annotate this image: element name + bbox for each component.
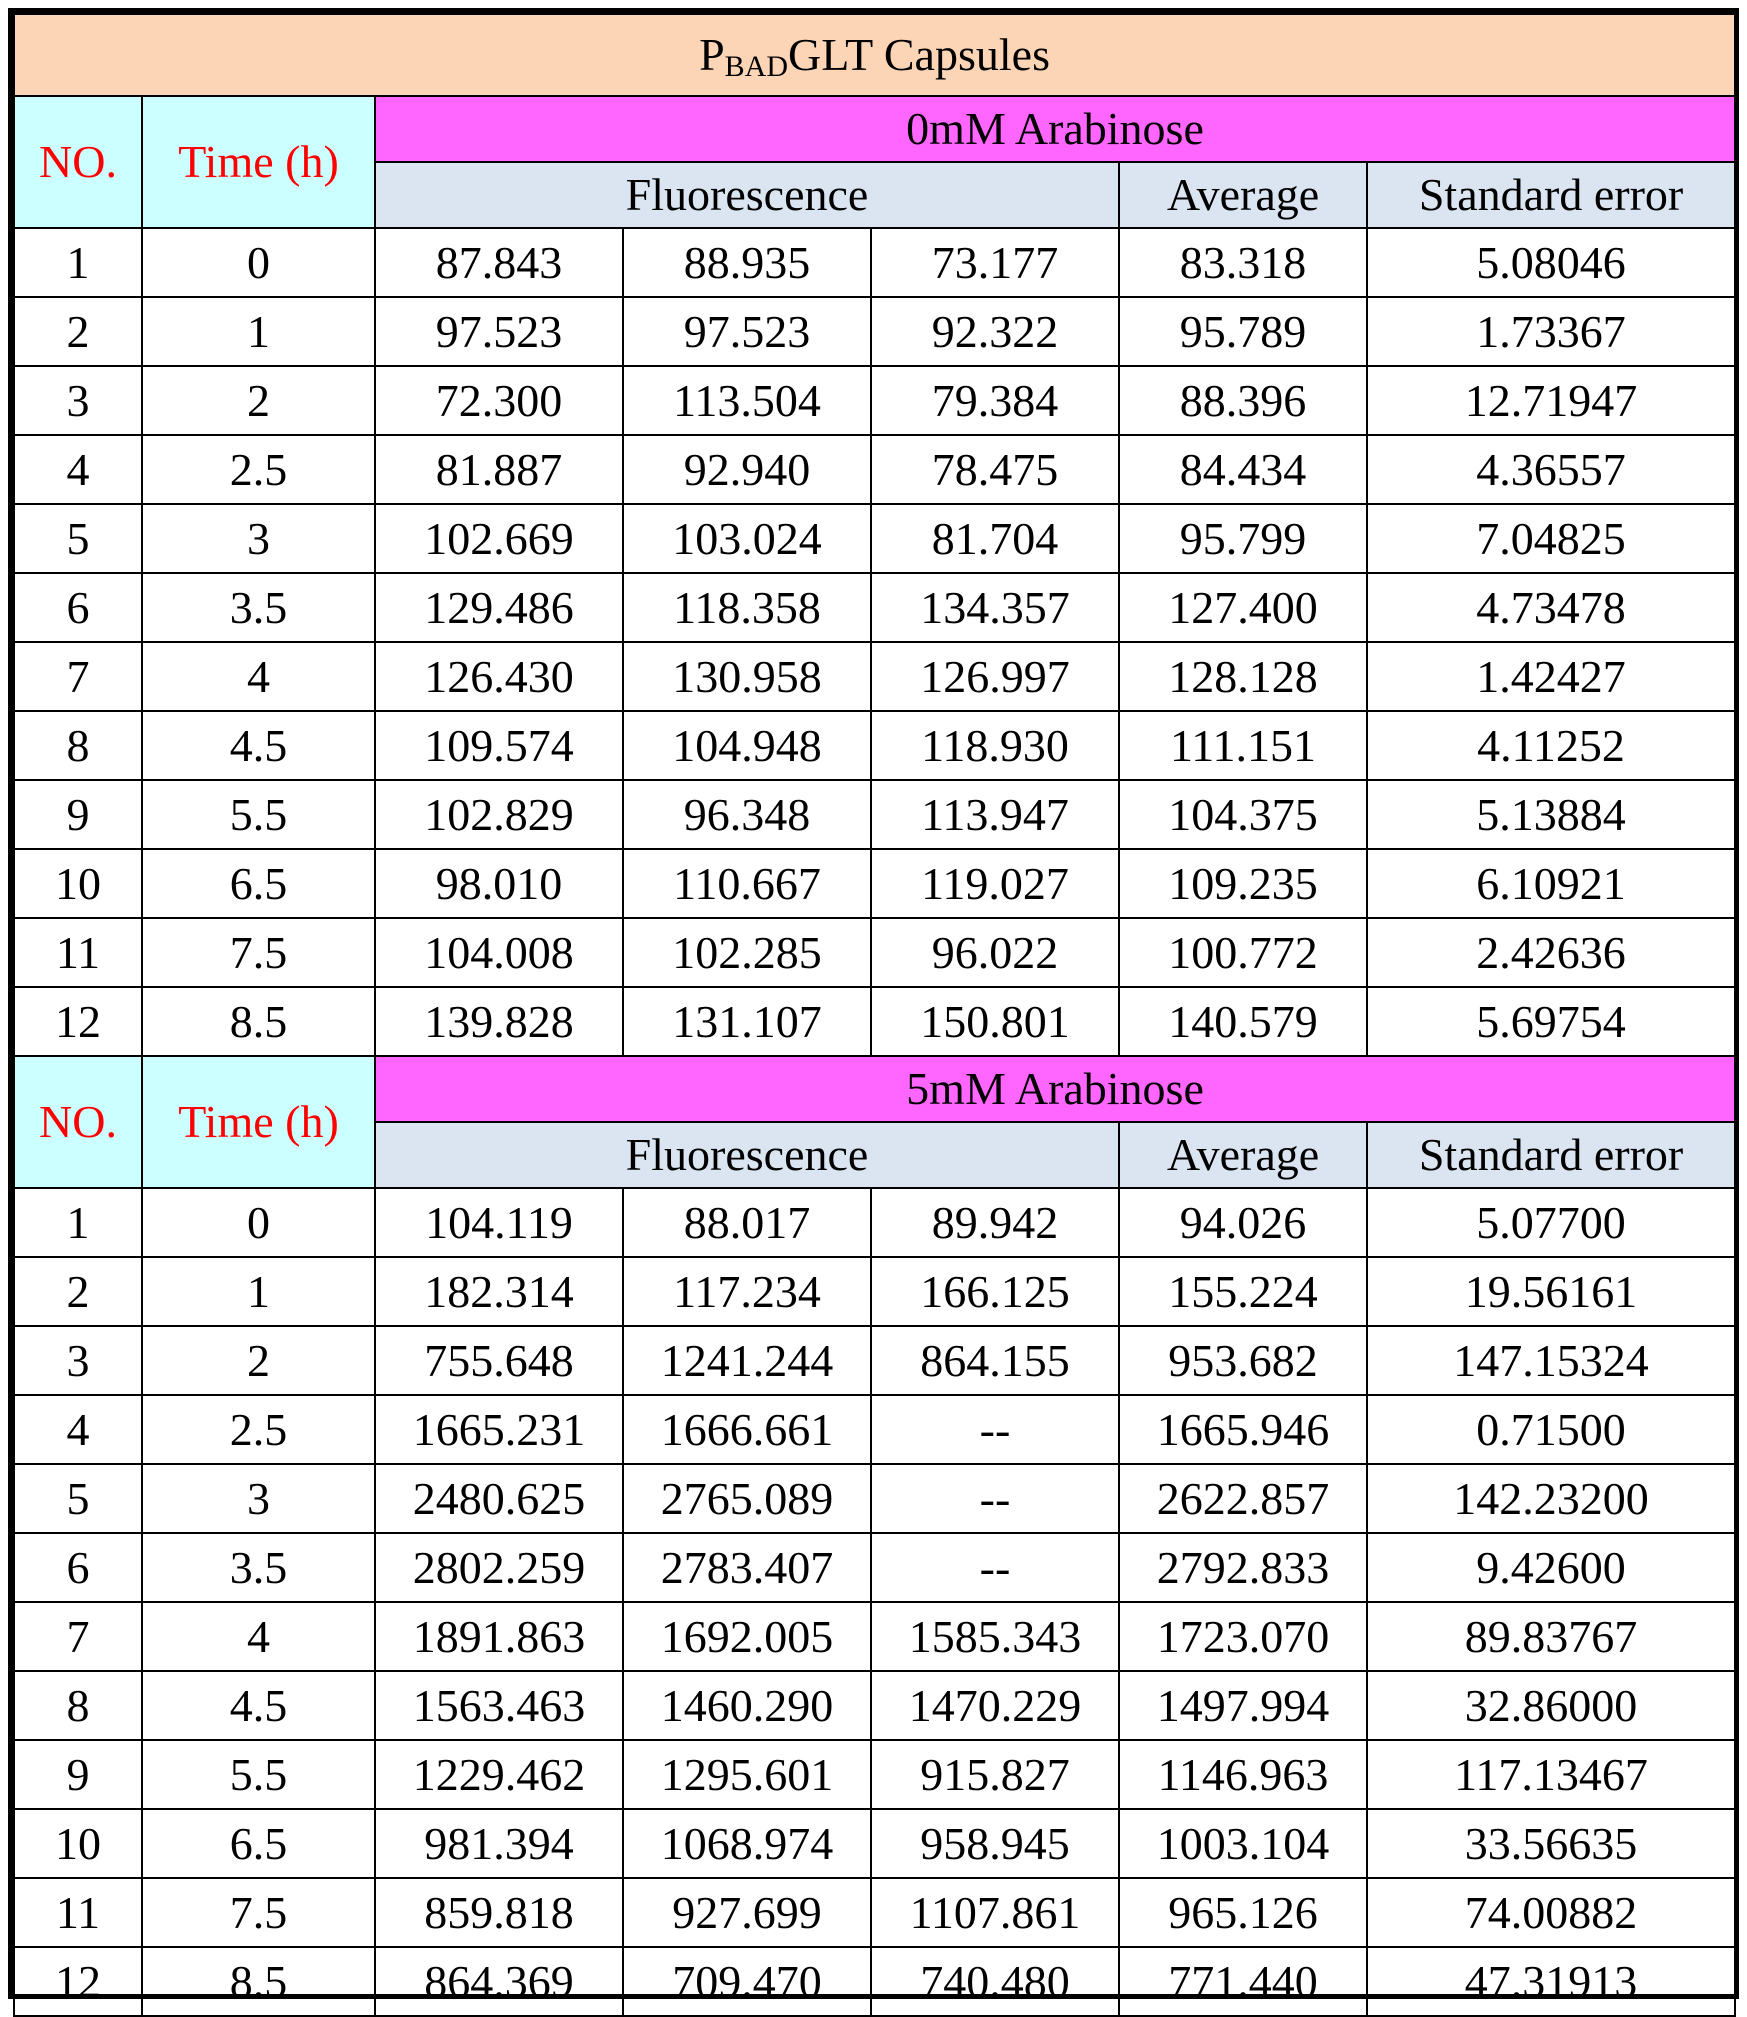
table-row bbox=[14, 297, 1735, 366]
cell-time: 5.5 bbox=[142, 780, 375, 849]
cell-fluorescence-3: 81.704 bbox=[871, 504, 1119, 573]
cell-standard-error: 4.11252 bbox=[1367, 711, 1735, 780]
cell-fluorescence-3: 1470.229 bbox=[871, 1671, 1119, 1740]
cell-average: 128.128 bbox=[1119, 642, 1367, 711]
cell-standard-error: 5.08046 bbox=[1367, 228, 1735, 297]
column-header-average: Average bbox=[1119, 162, 1367, 228]
cell-fluorescence-3: -- bbox=[871, 1533, 1119, 1602]
cell-average: 1146.963 bbox=[1119, 1740, 1367, 1809]
cell-fluorescence-1: 755.648 bbox=[375, 1326, 623, 1395]
cell-fluorescence-2: 927.699 bbox=[623, 1878, 871, 1947]
cell-standard-error: 32.86000 bbox=[1367, 1671, 1735, 1740]
cell-time: 7.5 bbox=[142, 918, 375, 987]
cell-no: 4 bbox=[14, 1395, 142, 1464]
cell-fluorescence-1: 104.119 bbox=[375, 1188, 623, 1257]
cell-fluorescence-3: 864.155 bbox=[871, 1326, 1119, 1395]
cell-fluorescence-2: 104.948 bbox=[623, 711, 871, 780]
cell-time: 8.5 bbox=[142, 987, 375, 1056]
cell-fluorescence-3: 740.480 bbox=[871, 1947, 1119, 2016]
table-row bbox=[14, 780, 1735, 849]
table-row bbox=[14, 1464, 1735, 1533]
condition-header: 5mM Arabinose bbox=[375, 1056, 1735, 1122]
cell-average: 100.772 bbox=[1119, 918, 1367, 987]
cell-fluorescence-2: 130.958 bbox=[623, 642, 871, 711]
cell-fluorescence-3: 958.945 bbox=[871, 1809, 1119, 1878]
cell-average: 83.318 bbox=[1119, 228, 1367, 297]
cell-fluorescence-3: 79.384 bbox=[871, 366, 1119, 435]
cell-standard-error: 2.42636 bbox=[1367, 918, 1735, 987]
cell-fluorescence-2: 88.935 bbox=[623, 228, 871, 297]
cell-time: 6.5 bbox=[142, 849, 375, 918]
cell-time: 6.5 bbox=[142, 1809, 375, 1878]
cell-standard-error: 4.73478 bbox=[1367, 573, 1735, 642]
cell-fluorescence-1: 72.300 bbox=[375, 366, 623, 435]
cell-time: 2 bbox=[142, 1326, 375, 1395]
cell-fluorescence-3: 78.475 bbox=[871, 435, 1119, 504]
table-row bbox=[14, 642, 1735, 711]
table-row bbox=[14, 1740, 1735, 1809]
cell-fluorescence-2: 96.348 bbox=[623, 780, 871, 849]
cell-standard-error: 147.15324 bbox=[1367, 1326, 1735, 1395]
cell-fluorescence-3: 1107.861 bbox=[871, 1878, 1119, 1947]
cell-no: 4 bbox=[14, 435, 142, 504]
data-table-frame bbox=[8, 8, 1739, 2007]
cell-fluorescence-1: 139.828 bbox=[375, 987, 623, 1056]
cell-average: 965.126 bbox=[1119, 1878, 1367, 1947]
cell-time: 4 bbox=[142, 1602, 375, 1671]
cell-standard-error: 1.73367 bbox=[1367, 297, 1735, 366]
column-header-no: NO. bbox=[14, 96, 142, 228]
cell-no: 9 bbox=[14, 780, 142, 849]
cell-fluorescence-1: 98.010 bbox=[375, 849, 623, 918]
cell-average: 84.434 bbox=[1119, 435, 1367, 504]
cell-time: 4.5 bbox=[142, 1671, 375, 1740]
cell-fluorescence-2: 88.017 bbox=[623, 1188, 871, 1257]
cell-fluorescence-3: 96.022 bbox=[871, 918, 1119, 987]
cell-average: 2792.833 bbox=[1119, 1533, 1367, 1602]
cell-fluorescence-3: -- bbox=[871, 1464, 1119, 1533]
section-header-row bbox=[14, 1056, 1735, 1122]
cell-fluorescence-3: 89.942 bbox=[871, 1188, 1119, 1257]
cell-fluorescence-3: -- bbox=[871, 1395, 1119, 1464]
cell-standard-error: 5.13884 bbox=[1367, 780, 1735, 849]
condition-header: 0mM Arabinose bbox=[375, 96, 1735, 162]
cell-fluorescence-2: 110.667 bbox=[623, 849, 871, 918]
column-header-fluorescence: Fluorescence bbox=[375, 1122, 1119, 1188]
cell-fluorescence-2: 103.024 bbox=[623, 504, 871, 573]
cell-fluorescence-2: 1460.290 bbox=[623, 1671, 871, 1740]
column-header-fluorescence: Fluorescence bbox=[375, 162, 1119, 228]
cell-fluorescence-1: 102.829 bbox=[375, 780, 623, 849]
title-rest: GLT Capsules bbox=[788, 29, 1050, 80]
cell-fluorescence-1: 129.486 bbox=[375, 573, 623, 642]
column-header-standard-error: Standard error bbox=[1367, 1122, 1735, 1188]
table-row bbox=[14, 1395, 1735, 1464]
cell-standard-error: 89.83767 bbox=[1367, 1602, 1735, 1671]
cell-time: 7.5 bbox=[142, 1878, 375, 1947]
cell-standard-error: 5.69754 bbox=[1367, 987, 1735, 1056]
cell-average: 1003.104 bbox=[1119, 1809, 1367, 1878]
table-row bbox=[14, 1671, 1735, 1740]
cell-fluorescence-3: 1585.343 bbox=[871, 1602, 1119, 1671]
cell-no: 8 bbox=[14, 1671, 142, 1740]
cell-standard-error: 12.71947 bbox=[1367, 366, 1735, 435]
cell-fluorescence-1: 1229.462 bbox=[375, 1740, 623, 1809]
cell-fluorescence-2: 131.107 bbox=[623, 987, 871, 1056]
cell-average: 109.235 bbox=[1119, 849, 1367, 918]
cell-standard-error: 7.04825 bbox=[1367, 504, 1735, 573]
cell-fluorescence-1: 182.314 bbox=[375, 1257, 623, 1326]
table-row bbox=[14, 918, 1735, 987]
cell-time: 2 bbox=[142, 366, 375, 435]
cell-fluorescence-2: 2783.407 bbox=[623, 1533, 871, 1602]
column-header-average: Average bbox=[1119, 1122, 1367, 1188]
cell-no: 12 bbox=[14, 987, 142, 1056]
cell-fluorescence-1: 126.430 bbox=[375, 642, 623, 711]
cell-average: 127.400 bbox=[1119, 573, 1367, 642]
cell-time: 3.5 bbox=[142, 1533, 375, 1602]
cell-fluorescence-1: 2480.625 bbox=[375, 1464, 623, 1533]
cell-standard-error: 9.42600 bbox=[1367, 1533, 1735, 1602]
column-header-no: NO. bbox=[14, 1056, 142, 1188]
cell-standard-error: 4.36557 bbox=[1367, 435, 1735, 504]
cell-no: 7 bbox=[14, 1602, 142, 1671]
cell-fluorescence-3: 134.357 bbox=[871, 573, 1119, 642]
cell-average: 1723.070 bbox=[1119, 1602, 1367, 1671]
cell-fluorescence-1: 981.394 bbox=[375, 1809, 623, 1878]
cell-no: 10 bbox=[14, 1809, 142, 1878]
cell-time: 4.5 bbox=[142, 711, 375, 780]
cell-time: 3.5 bbox=[142, 573, 375, 642]
table-row bbox=[14, 1947, 1735, 2016]
title-main: P bbox=[699, 29, 725, 80]
cell-standard-error: 33.56635 bbox=[1367, 1809, 1735, 1878]
cell-time: 8.5 bbox=[142, 1947, 375, 2016]
cell-no: 12 bbox=[14, 1947, 142, 2016]
cell-no: 3 bbox=[14, 1326, 142, 1395]
cell-fluorescence-1: 1891.863 bbox=[375, 1602, 623, 1671]
cell-fluorescence-1: 2802.259 bbox=[375, 1533, 623, 1602]
cell-fluorescence-2: 1295.601 bbox=[623, 1740, 871, 1809]
cell-time: 1 bbox=[142, 297, 375, 366]
cell-average: 1497.994 bbox=[1119, 1671, 1367, 1740]
cell-time: 5.5 bbox=[142, 1740, 375, 1809]
cell-fluorescence-3: 150.801 bbox=[871, 987, 1119, 1056]
table-row bbox=[14, 504, 1735, 573]
cell-time: 0 bbox=[142, 1188, 375, 1257]
cell-average: 95.789 bbox=[1119, 297, 1367, 366]
cell-no: 6 bbox=[14, 573, 142, 642]
table-title bbox=[14, 14, 1735, 96]
cell-average: 94.026 bbox=[1119, 1188, 1367, 1257]
cell-average: 155.224 bbox=[1119, 1257, 1367, 1326]
cell-no: 1 bbox=[14, 1188, 142, 1257]
table-row bbox=[14, 1326, 1735, 1395]
cell-average: 104.375 bbox=[1119, 780, 1367, 849]
cell-fluorescence-3: 73.177 bbox=[871, 228, 1119, 297]
cell-standard-error: 6.10921 bbox=[1367, 849, 1735, 918]
cell-standard-error: 1.42427 bbox=[1367, 642, 1735, 711]
cell-fluorescence-1: 1665.231 bbox=[375, 1395, 623, 1464]
cell-average: 111.151 bbox=[1119, 711, 1367, 780]
cell-time: 4 bbox=[142, 642, 375, 711]
title-row bbox=[14, 14, 1735, 96]
cell-fluorescence-1: 97.523 bbox=[375, 297, 623, 366]
cell-fluorescence-1: 859.818 bbox=[375, 1878, 623, 1947]
cell-no: 8 bbox=[14, 711, 142, 780]
cell-fluorescence-2: 118.358 bbox=[623, 573, 871, 642]
cell-fluorescence-3: 915.827 bbox=[871, 1740, 1119, 1809]
table-row bbox=[14, 849, 1735, 918]
cell-fluorescence-1: 109.574 bbox=[375, 711, 623, 780]
cell-time: 2.5 bbox=[142, 435, 375, 504]
cell-fluorescence-1: 1563.463 bbox=[375, 1671, 623, 1740]
cell-average: 771.440 bbox=[1119, 1947, 1367, 2016]
cell-no: 2 bbox=[14, 297, 142, 366]
table-row bbox=[14, 1602, 1735, 1671]
column-header-time: Time (h) bbox=[142, 1056, 375, 1188]
column-header-standard-error: Standard error bbox=[1367, 162, 1735, 228]
cell-fluorescence-1: 864.369 bbox=[375, 1947, 623, 2016]
table-row bbox=[14, 435, 1735, 504]
cell-average: 95.799 bbox=[1119, 504, 1367, 573]
cell-fluorescence-2: 1692.005 bbox=[623, 1602, 871, 1671]
column-header-time: Time (h) bbox=[142, 96, 375, 228]
cell-fluorescence-3: 118.930 bbox=[871, 711, 1119, 780]
table-row bbox=[14, 1809, 1735, 1878]
table-row bbox=[14, 711, 1735, 780]
cell-fluorescence-2: 1666.661 bbox=[623, 1395, 871, 1464]
cell-no: 1 bbox=[14, 228, 142, 297]
cell-fluorescence-2: 709.470 bbox=[623, 1947, 871, 2016]
cell-fluorescence-3: 119.027 bbox=[871, 849, 1119, 918]
cell-fluorescence-1: 102.669 bbox=[375, 504, 623, 573]
cell-no: 3 bbox=[14, 366, 142, 435]
cell-average: 953.682 bbox=[1119, 1326, 1367, 1395]
cell-no: 7 bbox=[14, 642, 142, 711]
cell-standard-error: 5.07700 bbox=[1367, 1188, 1735, 1257]
cell-no: 9 bbox=[14, 1740, 142, 1809]
cell-average: 2622.857 bbox=[1119, 1464, 1367, 1533]
title-subscript: BAD bbox=[724, 50, 789, 83]
table-row bbox=[14, 1533, 1735, 1602]
cell-fluorescence-2: 92.940 bbox=[623, 435, 871, 504]
cell-fluorescence-1: 87.843 bbox=[375, 228, 623, 297]
cell-standard-error: 74.00882 bbox=[1367, 1878, 1735, 1947]
cell-fluorescence-2: 1241.244 bbox=[623, 1326, 871, 1395]
cell-standard-error: 117.13467 bbox=[1367, 1740, 1735, 1809]
table-body bbox=[14, 14, 1735, 2016]
cell-fluorescence-3: 113.947 bbox=[871, 780, 1119, 849]
cell-average: 88.396 bbox=[1119, 366, 1367, 435]
cell-time: 1 bbox=[142, 1257, 375, 1326]
cell-fluorescence-1: 104.008 bbox=[375, 918, 623, 987]
cell-fluorescence-2: 97.523 bbox=[623, 297, 871, 366]
cell-fluorescence-2: 102.285 bbox=[623, 918, 871, 987]
capsule-fluorescence-table bbox=[13, 13, 1736, 2017]
cell-fluorescence-1: 81.887 bbox=[375, 435, 623, 504]
cell-no: 11 bbox=[14, 1878, 142, 1947]
cell-standard-error: 19.56161 bbox=[1367, 1257, 1735, 1326]
table-row bbox=[14, 366, 1735, 435]
cell-fluorescence-2: 2765.089 bbox=[623, 1464, 871, 1533]
cell-fluorescence-3: 126.997 bbox=[871, 642, 1119, 711]
cell-no: 11 bbox=[14, 918, 142, 987]
cell-standard-error: 0.71500 bbox=[1367, 1395, 1735, 1464]
cell-time: 2.5 bbox=[142, 1395, 375, 1464]
cell-fluorescence-3: 92.322 bbox=[871, 297, 1119, 366]
table-row bbox=[14, 573, 1735, 642]
section-header-row bbox=[14, 96, 1735, 162]
cell-no: 10 bbox=[14, 849, 142, 918]
cell-no: 5 bbox=[14, 1464, 142, 1533]
table-row bbox=[14, 1257, 1735, 1326]
table-row bbox=[14, 1188, 1735, 1257]
cell-fluorescence-3: 166.125 bbox=[871, 1257, 1119, 1326]
cell-average: 140.579 bbox=[1119, 987, 1367, 1056]
cell-time: 3 bbox=[142, 504, 375, 573]
cell-time: 0 bbox=[142, 228, 375, 297]
cell-average: 1665.946 bbox=[1119, 1395, 1367, 1464]
table-row bbox=[14, 987, 1735, 1056]
cell-no: 2 bbox=[14, 1257, 142, 1326]
cell-fluorescence-2: 117.234 bbox=[623, 1257, 871, 1326]
cell-standard-error: 142.23200 bbox=[1367, 1464, 1735, 1533]
table-row bbox=[14, 228, 1735, 297]
cell-time: 3 bbox=[142, 1464, 375, 1533]
cell-no: 5 bbox=[14, 504, 142, 573]
cell-no: 6 bbox=[14, 1533, 142, 1602]
cell-standard-error: 47.31913 bbox=[1367, 1947, 1735, 2016]
cell-fluorescence-2: 1068.974 bbox=[623, 1809, 871, 1878]
cell-fluorescence-2: 113.504 bbox=[623, 366, 871, 435]
table-row bbox=[14, 1878, 1735, 1947]
